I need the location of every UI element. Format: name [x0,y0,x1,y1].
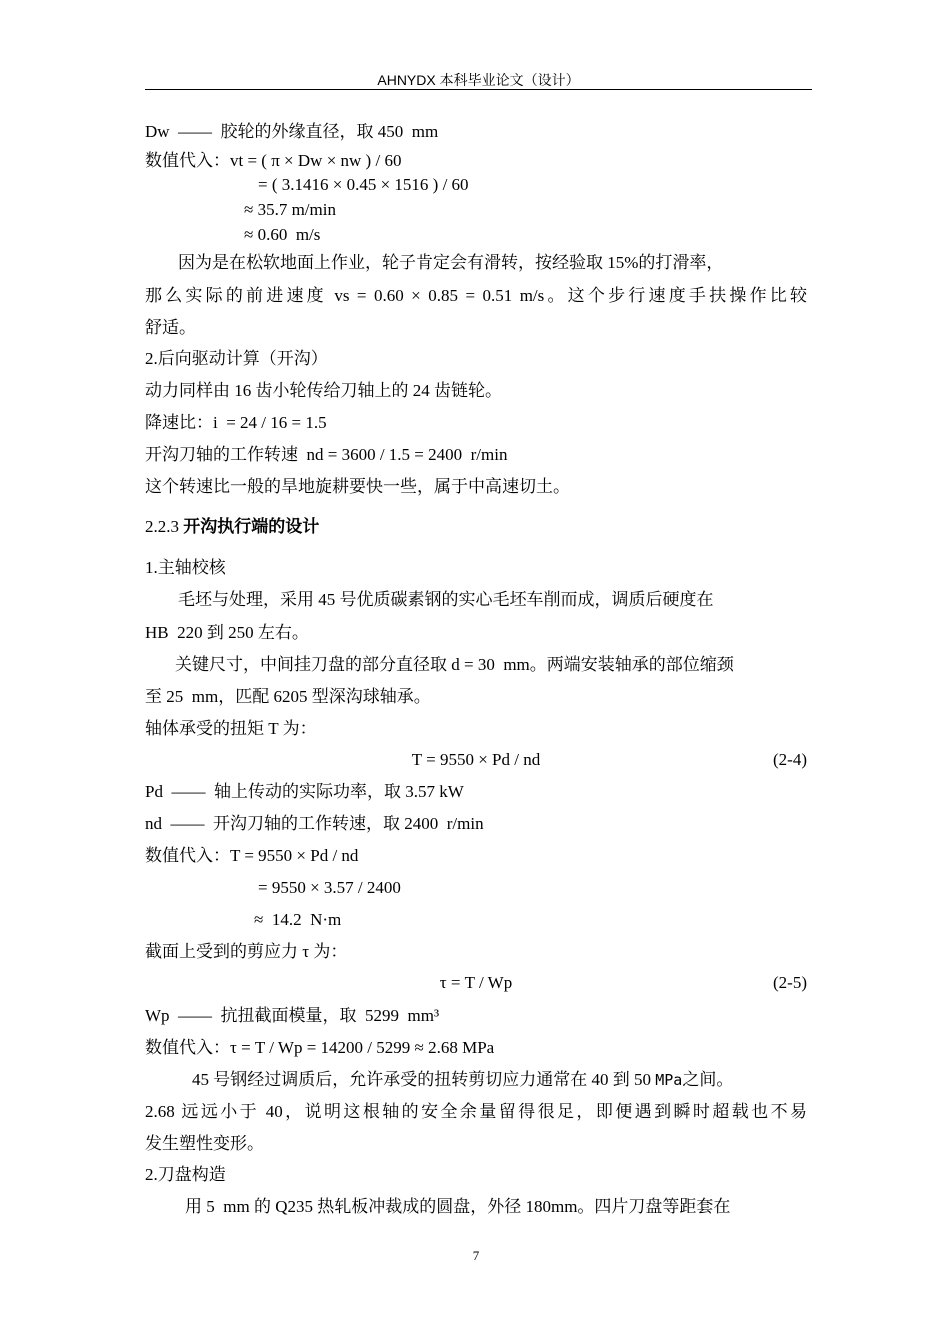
body-line: 开沟刀轴的工作转速 nd = 3600 / 1.5 = 2400 r/min [145,445,508,464]
header-rule [145,89,812,90]
equation-number: (2-5) [773,973,807,992]
body-line: 45 号钢经过调质后，允许承受的扭转剪切应力通常在 40 到 50 MPa之间。 [192,1070,734,1089]
body-line: ≈ 14.2 N·m [254,910,342,929]
body-line: 截面上受到的剪应力 τ 为： [145,942,348,961]
body-line: 这个转速比一般的旱地旋耕要快一些，属于中高速切土。 [145,477,570,496]
page-header: AHNYDX 本科毕业论文（设计） [377,72,580,88]
body-line: 1.主轴校核 [145,558,226,577]
body-line: Dw —— 胶轮的外缘直径，取 450 mm [145,122,439,141]
body-line: 那么实际的前进速度 vs = 0.60 × 0.85 = 0.51 m/s。这个步行速度手扶操作比较 [145,286,807,305]
body-line: Pd —— 轴上传动的实际功率，取 3.57 kW [145,782,464,801]
body-line: nd —— 开沟刀轴的工作转速，取 2400 r/min [145,814,484,833]
body-line: 轴体承受的扭矩 T 为： [145,719,317,738]
body-line: 用 5 mm 的 Q235 热轧板冲裁成的圆盘，外径 180mm。四片刀盘等距套在 [185,1197,731,1216]
body-line: 毛坯与处理，采用 45 号优质碳素钢的实心毛坯车削而成，调质后硬度在 [178,590,714,609]
body-line: 2.刀盘构造 [145,1165,226,1184]
body-line: HB 220 到 250 左右。 [145,623,309,642]
body-line: 降速比：i = 24 / 16 = 1.5 [145,413,327,432]
body-line: ≈ 0.60 m/s [244,225,321,244]
body-line: 舒适。 [145,318,196,337]
body-line: Wp —— 抗扭截面模量，取 5299 mm³ [145,1006,440,1025]
body-line: 数值代入：τ = T / Wp = 14200 / 5299 ≈ 2.68 MPa [145,1038,495,1057]
section-number: 2.2.3 [145,517,184,536]
body-line: 数值代入：vt = ( π × Dw × nw ) / 60 [145,151,402,170]
section-heading [145,517,319,537]
body-line: 至 25 mm，匹配 6205 型深沟球轴承。 [145,687,431,706]
page-number: 7 [472,1248,480,1263]
equation: T = 9550 × Pd / nd [411,750,541,769]
body-line: 关键尺寸，中间挂刀盘的部分直径取 d = 30 mm。两端安装轴承的部位缩颈 [175,655,734,674]
body-line: 2.后向驱动计算（开沟） [145,349,328,368]
body-line: 数值代入：T = 9550 × Pd / nd [145,846,359,865]
body-line: 动力同样由 16 齿小轮传给刀轴上的 24 齿链轮。 [145,381,502,400]
body-line: = 9550 × 3.57 / 2400 [258,878,401,897]
body-line: = ( 3.1416 × 0.45 × 1516 ) / 60 [258,175,469,194]
section-title: 开沟执行端的设计 [183,517,320,536]
equation-number: (2-4) [773,750,807,769]
body-line: 发生塑性变形。 [145,1134,264,1153]
body-line: 2.68 远远小于 40，说明这根轴的安全余量留得很足，即便遇到瞬时超载也不易 [145,1102,807,1121]
equation: τ = T / Wp [439,973,513,992]
body-line: 因为是在松软地面上作业，轮子肯定会有滑转，按经验取 15%的打滑率， [178,253,724,272]
body-line: ≈ 35.7 m/min [244,200,336,219]
